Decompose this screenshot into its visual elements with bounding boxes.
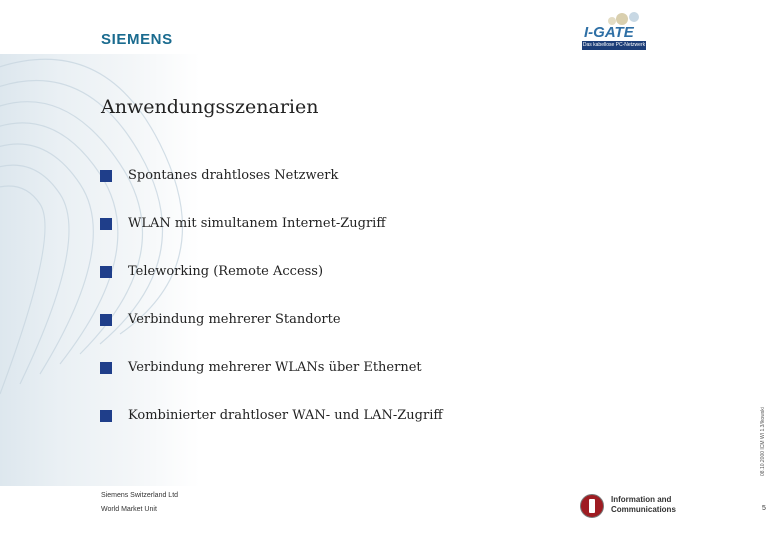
bullet-square-icon bbox=[100, 218, 112, 230]
ic-logo bbox=[580, 492, 690, 518]
bullet-square-icon bbox=[100, 362, 112, 374]
igate-logo bbox=[582, 10, 648, 52]
bullet-square-icon bbox=[100, 314, 112, 326]
list-item bbox=[100, 214, 443, 262]
list-item bbox=[100, 310, 443, 358]
bullet-list bbox=[100, 166, 443, 454]
list-item bbox=[100, 166, 443, 214]
bullet-square-icon bbox=[100, 410, 112, 422]
footer-unit: World Market Unit bbox=[101, 506, 157, 513]
list-item bbox=[100, 406, 443, 454]
side-document-code: 08.10.2000 ICM WI 1.3/lkowski bbox=[760, 407, 766, 476]
bullet-square-icon bbox=[100, 266, 112, 278]
slide-title: Anwendungsszenarien bbox=[101, 96, 319, 118]
bullet-text: Spontanes drahtloses Netzwerk bbox=[128, 168, 339, 183]
ic-logo-text bbox=[611, 495, 676, 515]
page-number: 5 bbox=[762, 505, 766, 512]
footer-company: Siemens Switzerland Ltd bbox=[101, 492, 179, 499]
bullet-text: Kombinierter drahtloser WAN- und LAN-Zugriff bbox=[128, 408, 443, 423]
igate-logo-tagline: Das kabellose PC-Netzwerk bbox=[582, 42, 646, 48]
bullet-text: Verbindung mehrerer Standorte bbox=[128, 312, 341, 327]
bullet-square-icon bbox=[100, 170, 112, 182]
list-item bbox=[100, 358, 443, 406]
ic-logo-icon bbox=[580, 494, 604, 518]
list-item bbox=[100, 262, 443, 310]
bullet-text: Teleworking (Remote Access) bbox=[128, 264, 324, 279]
bullet-text: WLAN mit simultanem Internet-Zugriff bbox=[128, 216, 386, 231]
ic-logo-line2: Communications bbox=[611, 505, 676, 514]
ic-logo-line1: Information and bbox=[611, 495, 672, 504]
bullet-text: Verbindung mehrerer WLANs über Ethernet bbox=[128, 360, 422, 375]
siemens-logo: SIEMENS bbox=[101, 31, 173, 48]
igate-logo-word: I-GATE bbox=[584, 24, 634, 41]
